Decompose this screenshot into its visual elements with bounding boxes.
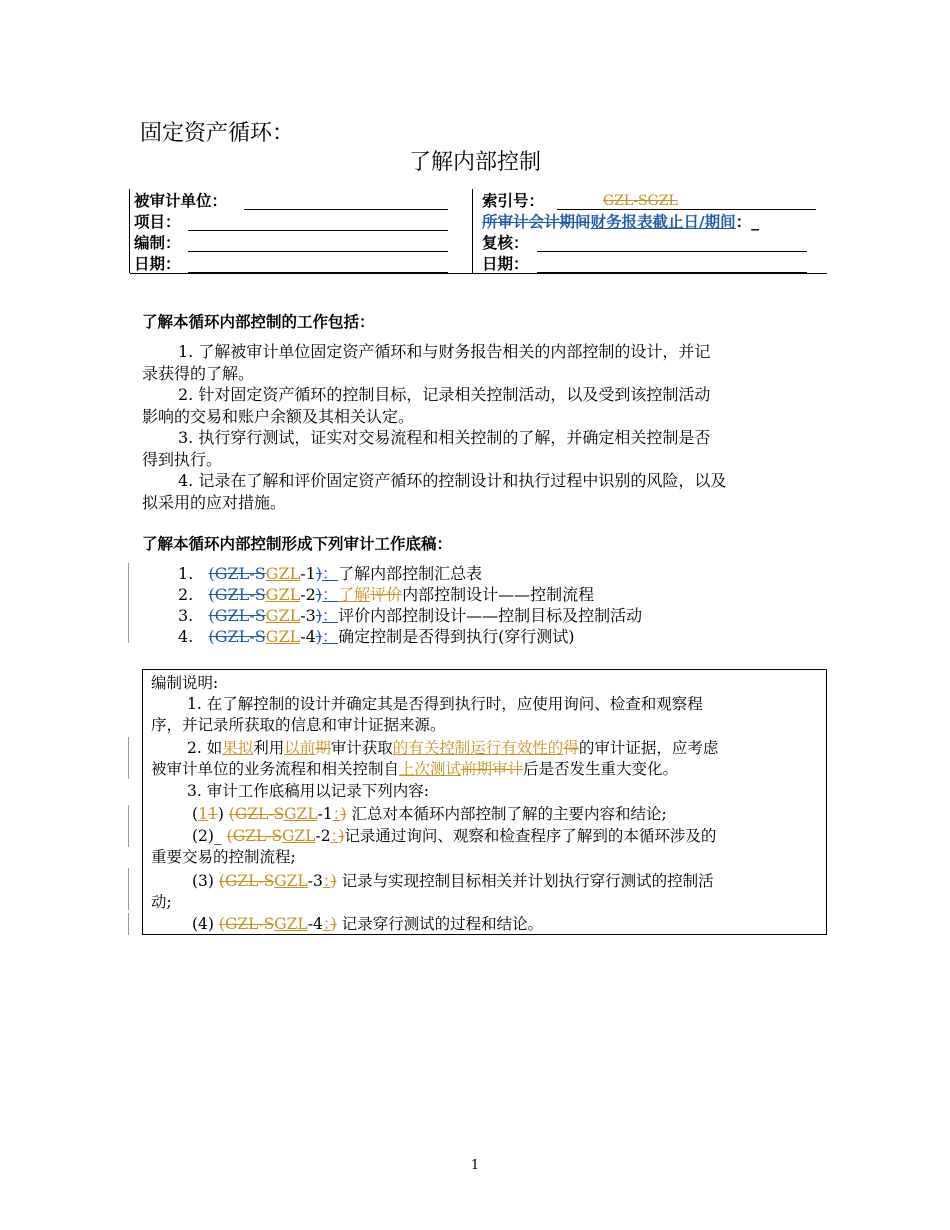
note3-item-2: (2)_ (GZL-SGZL-2：)记录通过询问、观察和检查程序了解到的本循环涉及的 — [192, 827, 717, 845]
note3-item-4: (4) (GZL-SGZL-4：) 记录穿行测试的过程和结论。 — [192, 915, 544, 933]
date-label-right: 日期： — [482, 255, 529, 273]
revision-bar — [128, 913, 129, 935]
revision-bar — [128, 737, 129, 779]
revision-bar — [128, 563, 129, 643]
notes-heading: 编制说明: — [151, 674, 219, 692]
period-label-deleted: 所审计会计期间 — [482, 213, 591, 231]
prepared-field[interactable] — [188, 251, 448, 252]
workpaper-item: 3. (GZL-SGZL-3)：评价内部控制设计——控制目标及控制活动 — [178, 606, 643, 625]
index-field[interactable] — [557, 209, 816, 210]
header-left-border — [129, 189, 130, 273]
workpaper-item: 4. (GZL-SGZL-4)：确定控制是否得到执行(穿行测试) — [178, 627, 575, 646]
item-field[interactable] — [188, 230, 448, 231]
review-label: 复核： — [482, 234, 529, 252]
note1-line1: 1. 在了解控制的设计并确定其是否得到执行时，应使用询问、检查和观察程 — [187, 695, 703, 713]
period-label — [482, 212, 759, 233]
prepared-label: 编制： — [134, 234, 181, 252]
doc-title: 固定资产循环： — [140, 121, 295, 146]
note3-item-3-cont: 动; — [151, 893, 172, 911]
period-label-inserted: 财务报表截止日/期间 — [590, 213, 736, 231]
section1-heading: 了解本循环内部控制的工作包括： — [142, 313, 375, 331]
section1-list — [142, 341, 822, 513]
revision-bar — [128, 868, 129, 910]
workpaper-item: 2. (GZL-SGZL-2)：了解评价内部控制设计——控制流程 — [178, 585, 595, 604]
note3-item-2-cont: 重要交易的控制流程; — [151, 848, 296, 866]
entity-label: 被审计单位： — [134, 192, 228, 210]
note3-item-3: (3) (GZL-SGZL-3：) 记录与实现控制目标相关并计划执行穿行测试的控制活 — [192, 872, 714, 890]
item-label: 项目： — [134, 213, 181, 231]
entity-field[interactable] — [244, 209, 448, 210]
section2-heading: 了解本循环内部控制形成下列审计工作底稿： — [142, 535, 453, 553]
index-label: 索引号： — [482, 192, 545, 210]
note3-heading: 3. 审计工作底稿用以记录下列内容: — [187, 782, 429, 800]
page-number: 1 — [470, 1158, 480, 1173]
note2-line2: 被审计单位的业务流程和相关控制自上次测试前期审计后是否发生重大变化。 — [151, 760, 679, 778]
period-colon: ：_ — [735, 213, 759, 231]
section2-list — [178, 563, 642, 647]
header-middle-border — [472, 189, 473, 273]
section1-item: 3. 执行穿行测试，证实对交易流程和相关控制的了解，并确定相关控制是否 得到执行。 — [142, 428, 711, 469]
header-bottom-border — [130, 273, 827, 274]
doc-subtitle: 了解内部控制 — [408, 150, 541, 175]
date-label-left: 日期： — [134, 255, 181, 273]
section1-item: 4. 记录在了解和评价固定资产循环的控制设计和执行过程中识别的风险，以及 拟采用的应对措施。 — [142, 471, 727, 512]
revision-bar — [128, 805, 129, 847]
note3-item-1: (11) (GZL-SGZL-1：) 汇总对本循环内部控制了解的主要内容和结论; — [192, 805, 667, 823]
workpaper-item: 1. (GZL-SGZL-1)：了解内部控制汇总表 — [178, 564, 483, 583]
note2-line1: 2. 如果拟利用以前期审计获取的有关控制运行有效性的得的审计证据，应考虑 — [187, 739, 719, 757]
review-field[interactable] — [537, 251, 807, 252]
index-value-deleted: GZL-SGZL — [603, 193, 678, 209]
section1-item: 2. 针对固定资产循环的控制目标，记录相关控制活动，以及受到该控制活动 影响的交易和账户余额及其相关认定。 — [142, 385, 711, 426]
note1-line2: 序，并记录所获取的信息和审计证据来源。 — [151, 716, 446, 734]
section1-item: 1. 了解被审计单位固定资产循环和与财务报告相关的内部控制的设计，并记 录获得的了解。 — [142, 342, 711, 383]
